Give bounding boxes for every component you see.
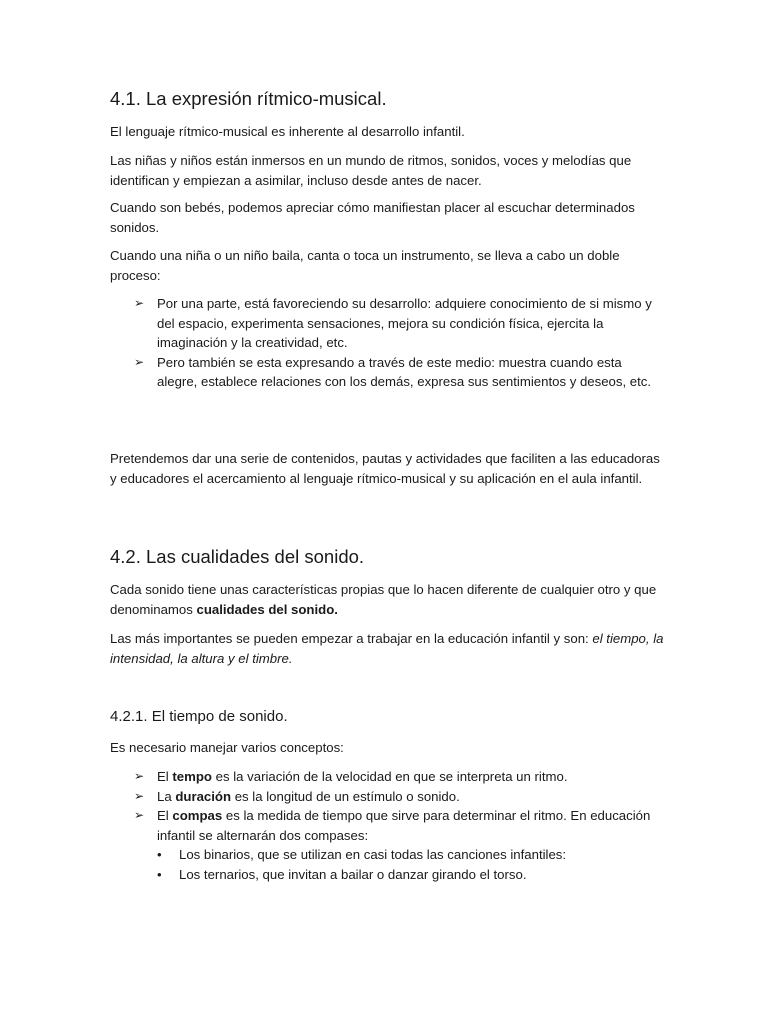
section-heading-4-1: 4.1. La expresión rítmico-musical. (110, 88, 387, 109)
paragraph: El lenguaje rítmico-musical es inherente al desarrollo infantil. (110, 124, 465, 139)
list-item (110, 787, 665, 807)
sub-bullet-list (110, 845, 665, 884)
list-item (110, 294, 665, 353)
paragraph: Las niñas y niños están inmersos en un mundo de ritmos, sonidos, voces y melodías que identifican y empiezan a asimilar, incluso desde antes de nacer. (110, 153, 632, 188)
list-item-text: Por una parte, está favoreciendo su desarrollo: adquiere conocimiento de si mismo y del espacio, experimenta sensaciones, mejora su condición física, ejercita la imaginación y la creatividad, etc. (157, 296, 652, 350)
paragraph: Pretendemos dar una serie de contenidos, pautas y actividades que faciliten a las educadoras y educadores el acercamiento al lenguaje rítmico-musical y su aplicación en el aula infantil. (110, 451, 660, 486)
list-item-text: es la variación de la velocidad en que se interpreta un ritmo. (211, 769, 568, 784)
bullet-list (110, 767, 665, 845)
list-item-text: Los binarios, que se utilizan en casi todas las canciones infantiles: (179, 847, 567, 862)
arrowhead-bullet-icon: ➢ (134, 788, 145, 803)
bold-term: tempo (172, 769, 212, 784)
list-item-text: es la medida de tiempo que sirve para determinar el ritmo. En educación infantil se alternarán dos compases: (157, 808, 651, 843)
bold-term: compas (172, 808, 223, 823)
paragraph: Cuando son bebés, podemos apreciar cómo manifiestan placer al escuchar determinados sonidos. (110, 200, 635, 235)
arrowhead-bullet-icon: ➢ (134, 808, 145, 822)
paragraph (110, 580, 665, 619)
list-item-text: La (157, 788, 176, 804)
italic-list: el tiempo, la intensidad, la altura y el timbre. (110, 631, 664, 666)
list-item-text: es la longitud de un estímulo o sonido. (231, 788, 460, 804)
bold-term: duración (175, 788, 232, 804)
arrowhead-bullet-icon: ➢ (134, 354, 145, 369)
subsection-heading-4-2-1: 4.2.1. El tiempo de sonido. (110, 708, 288, 725)
bold-term: cualidades del sonido. (196, 601, 338, 617)
list-item (110, 806, 665, 845)
list-item (110, 353, 665, 392)
list-item-text: Pero también se esta expresando a través de este medio: muestra cuando esta alegre, establece relaciones con los demás, expresa sus sentimientos y deseos, etc. (157, 354, 652, 389)
sub-list-item (110, 865, 665, 885)
arrowhead-bullet-icon: ➢ (134, 769, 145, 783)
paragraph-text: Cada sonido tiene unas características propias que lo hacen diferente de cualquier otro y que denominamos (110, 582, 657, 617)
arrowhead-bullet-icon: ➢ (134, 296, 145, 310)
dot-bullet-icon: • (157, 866, 162, 882)
list-item-text: El (157, 769, 173, 784)
paragraph: Cuando una niña o un niño baila, canta o toca un instrumento, se lleva a cabo un doble proceso: (110, 248, 620, 283)
sub-list-item (110, 845, 665, 865)
paragraph-text: Las más importantes se pueden empezar a trabajar en la educación infantil y son: (110, 631, 593, 646)
bullet-list (110, 294, 665, 392)
dot-bullet-icon: • (157, 847, 162, 862)
paragraph: Es necesario manejar varios conceptos: (110, 740, 344, 755)
paragraph (110, 629, 665, 668)
list-item-text: Los ternarios, que invitan a bailar o danzar girando el torso. (179, 866, 527, 882)
section-heading-4-2: 4.2. Las cualidades del sonido. (110, 546, 365, 567)
list-item-text: El (157, 808, 173, 823)
list-item (110, 767, 665, 787)
